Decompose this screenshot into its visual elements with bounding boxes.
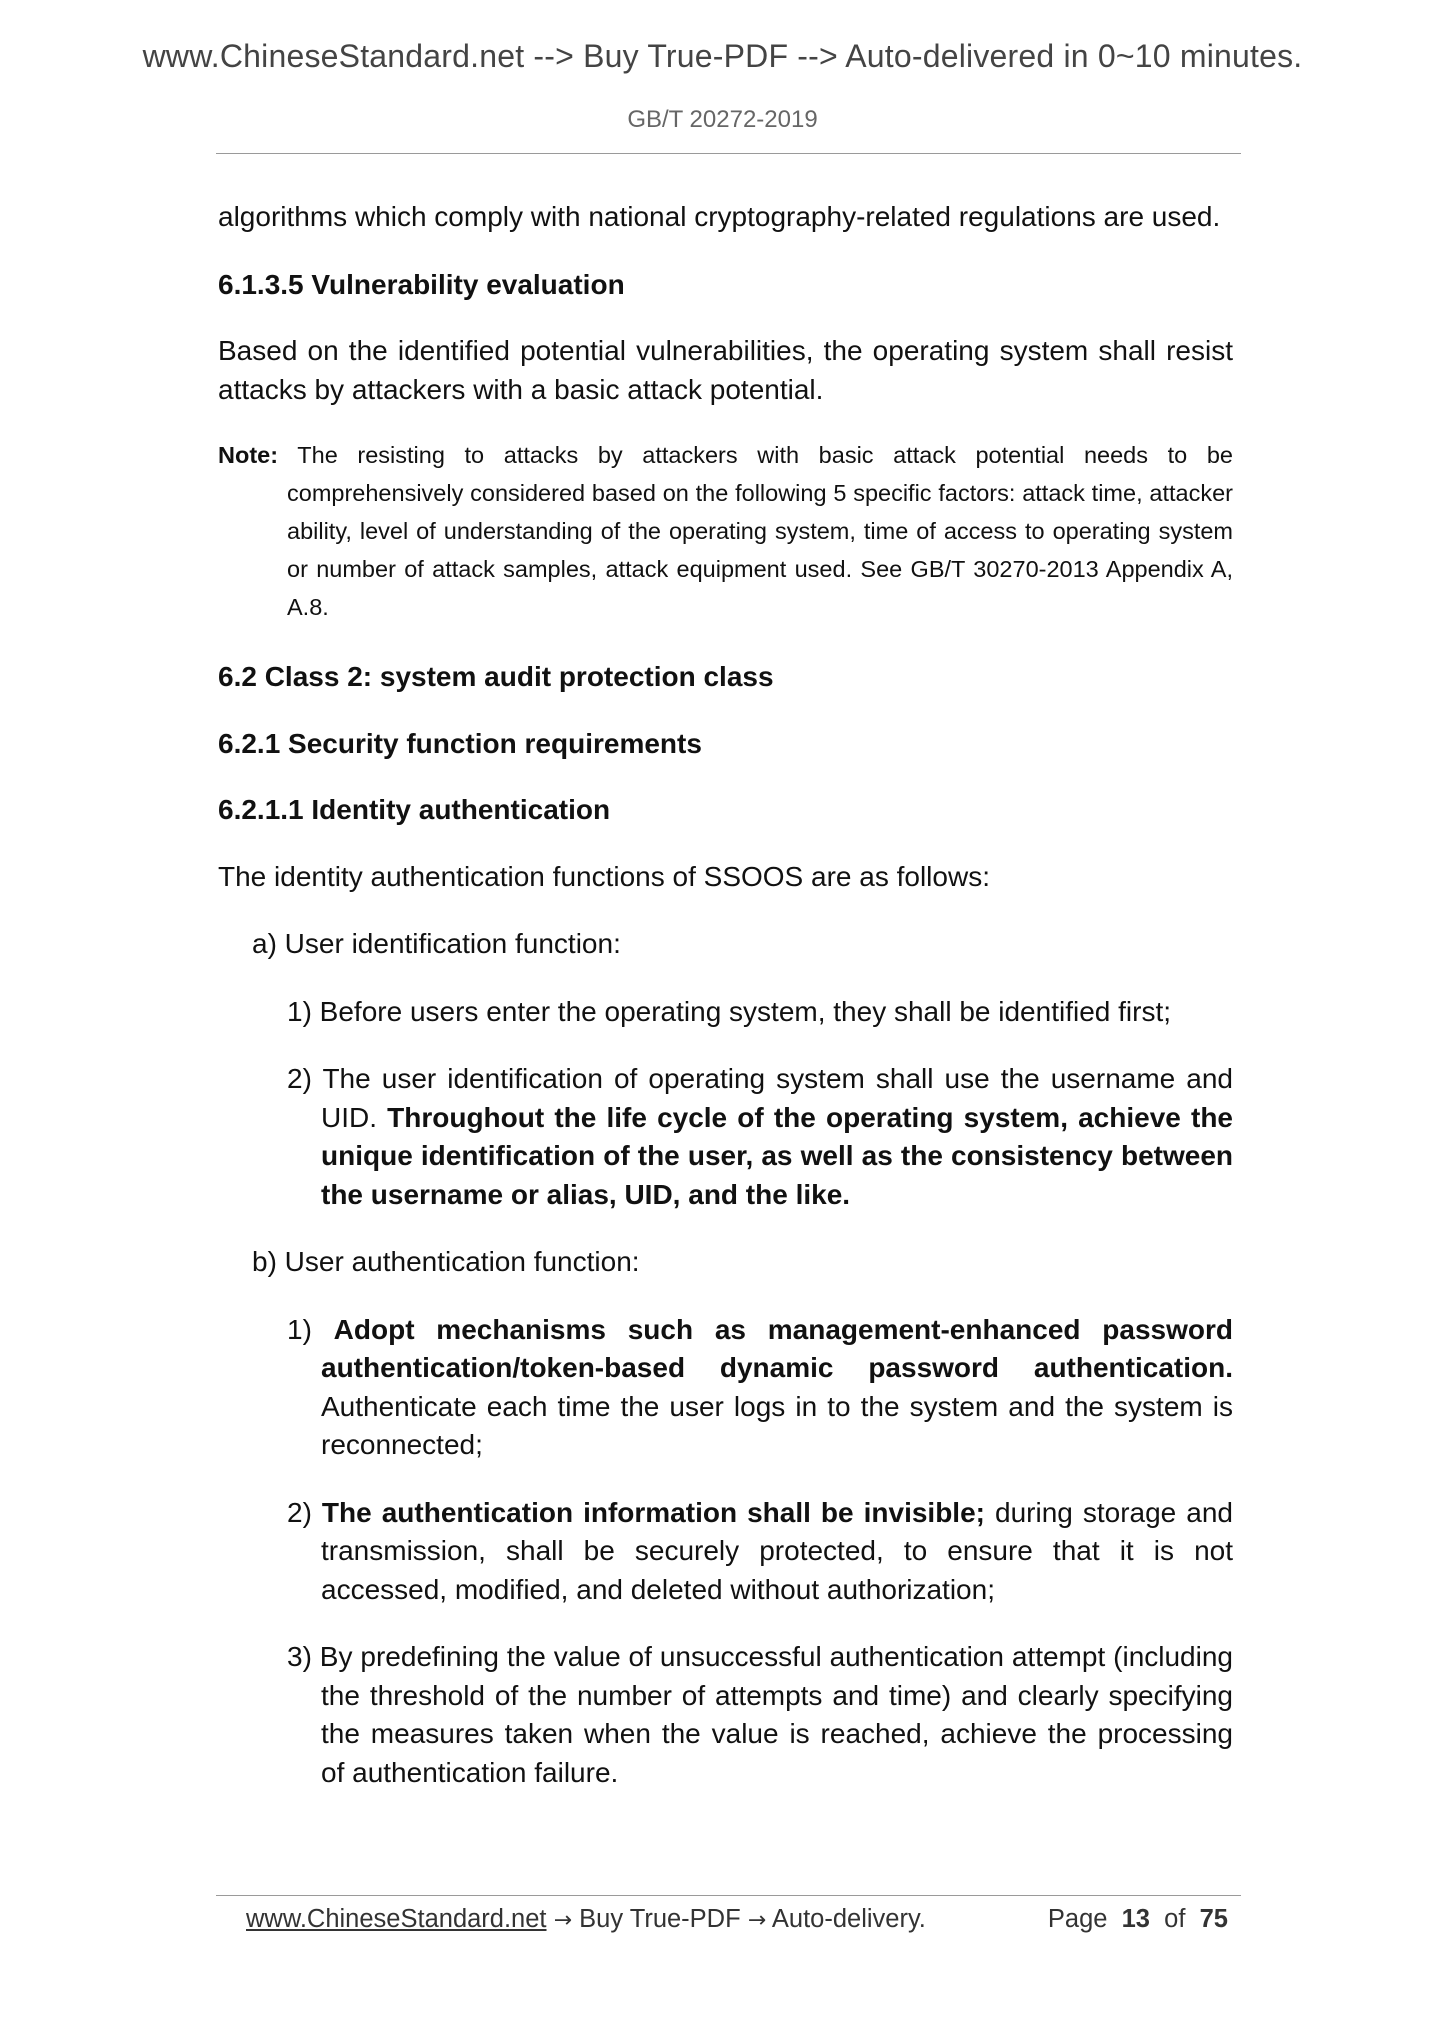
header-banner: www.ChineseStandard.net --> Buy True-PDF --> Auto-delivered in 0~10 minutes. bbox=[142, 38, 1303, 74]
document-id: GB/T 20272-2019 bbox=[627, 106, 818, 133]
list-item-b2-emphasis: The authentication information shall be invisible; bbox=[321, 1496, 985, 1528]
page-label: Page bbox=[1047, 1905, 1108, 1933]
heading-6-1-3-5: 6.1.3.5 Vulnerability evaluation bbox=[218, 268, 625, 300]
note-block bbox=[218, 436, 1233, 626]
footer-site-link[interactable]: www.ChineseStandard.net bbox=[246, 1905, 547, 1933]
list-item-b2-text: during storage and transmission, shall be securely protected, to ensure that it is not accessed, modified, and deleted without authorization; bbox=[321, 1496, 1233, 1605]
page-body bbox=[218, 198, 1233, 1821]
list-item-b2 bbox=[287, 1494, 1233, 1610]
list-item-b1-text: Authenticate each time the user logs in to the system and the system is reconnected; bbox=[321, 1390, 1233, 1460]
note-text: The resisting to attacks by attackers with basic attack potential needs to be comprehensively considered based on the following 5 specific factors: attack time, attacker ability, level of understanding of the operating system, time of access to operating system or number of attack samples, attack equipment used. See GB/T 30270-2013 Appendix A, A.8. bbox=[287, 442, 1233, 620]
list-item-b1 bbox=[287, 1311, 1233, 1465]
page-number: 13 bbox=[1121, 1905, 1150, 1933]
footer-buy-text: Buy True-PDF bbox=[572, 1905, 748, 1933]
header-divider bbox=[216, 153, 1241, 154]
list-item-b1-emphasis: Adopt mechanisms such as management-enhanced password authentication/token-based dynamic password authentication. bbox=[321, 1313, 1233, 1383]
intro-paragraph: algorithms which comply with national cryptography-related regulations are used. bbox=[218, 201, 1221, 232]
list-item-b3: 3) By predefining the value of unsuccessful authentication attempt (including the threshold of the number of attempts and time) and clearly specifying the measures taken when the value is reached, achieve the processing of authentication failure. bbox=[287, 1641, 1233, 1788]
page-footer bbox=[246, 1899, 1236, 1939]
list-item-a2-text: 2) The user identification of operating system shall use the username and UID. bbox=[287, 1063, 1233, 1133]
identity-auth-paragraph: The identity authentication functions of SSOOS are as follows: bbox=[218, 860, 990, 892]
list-item-a2 bbox=[287, 1060, 1233, 1214]
footer-divider bbox=[216, 1895, 1241, 1896]
list-item-b2-number: 2) bbox=[287, 1496, 322, 1528]
list-item-a: a) User identification function: bbox=[252, 928, 621, 959]
heading-6-2-1-1: 6.2.1.1 Identity authentication bbox=[218, 794, 611, 825]
vulnerability-paragraph: Based on the identified potential vulnerabilities, the operating system shall resist attacks by attackers with a basic attack potential. bbox=[218, 335, 1233, 405]
heading-6-2: 6.2 Class 2: system audit protection class bbox=[218, 661, 774, 692]
arrow-right-icon: → bbox=[553, 1908, 573, 1933]
heading-6-2-1: 6.2.1 Security function requirements bbox=[218, 727, 702, 759]
page-total: 75 bbox=[1199, 1905, 1228, 1933]
list-item-a1: 1) Before users enter the operating system, they shall be identified first; bbox=[287, 995, 1172, 1027]
list-item-b1-number: 1) bbox=[287, 1313, 334, 1345]
footer-delivery-text: Auto-delivery. bbox=[766, 1905, 926, 1933]
list-item-b: b) User authentication function: bbox=[252, 1246, 640, 1277]
arrow-right-icon: → bbox=[747, 1908, 767, 1933]
list-item-a2-emphasis: Throughout the life cycle of the operating system, achieve the unique identification of the user, as well as the consistency between the username or alias, UID, and the like. bbox=[321, 1101, 1233, 1210]
note-label: Note: bbox=[218, 442, 279, 468]
page-indicator bbox=[1048, 1899, 1228, 1939]
page-of-label: of bbox=[1164, 1905, 1186, 1933]
